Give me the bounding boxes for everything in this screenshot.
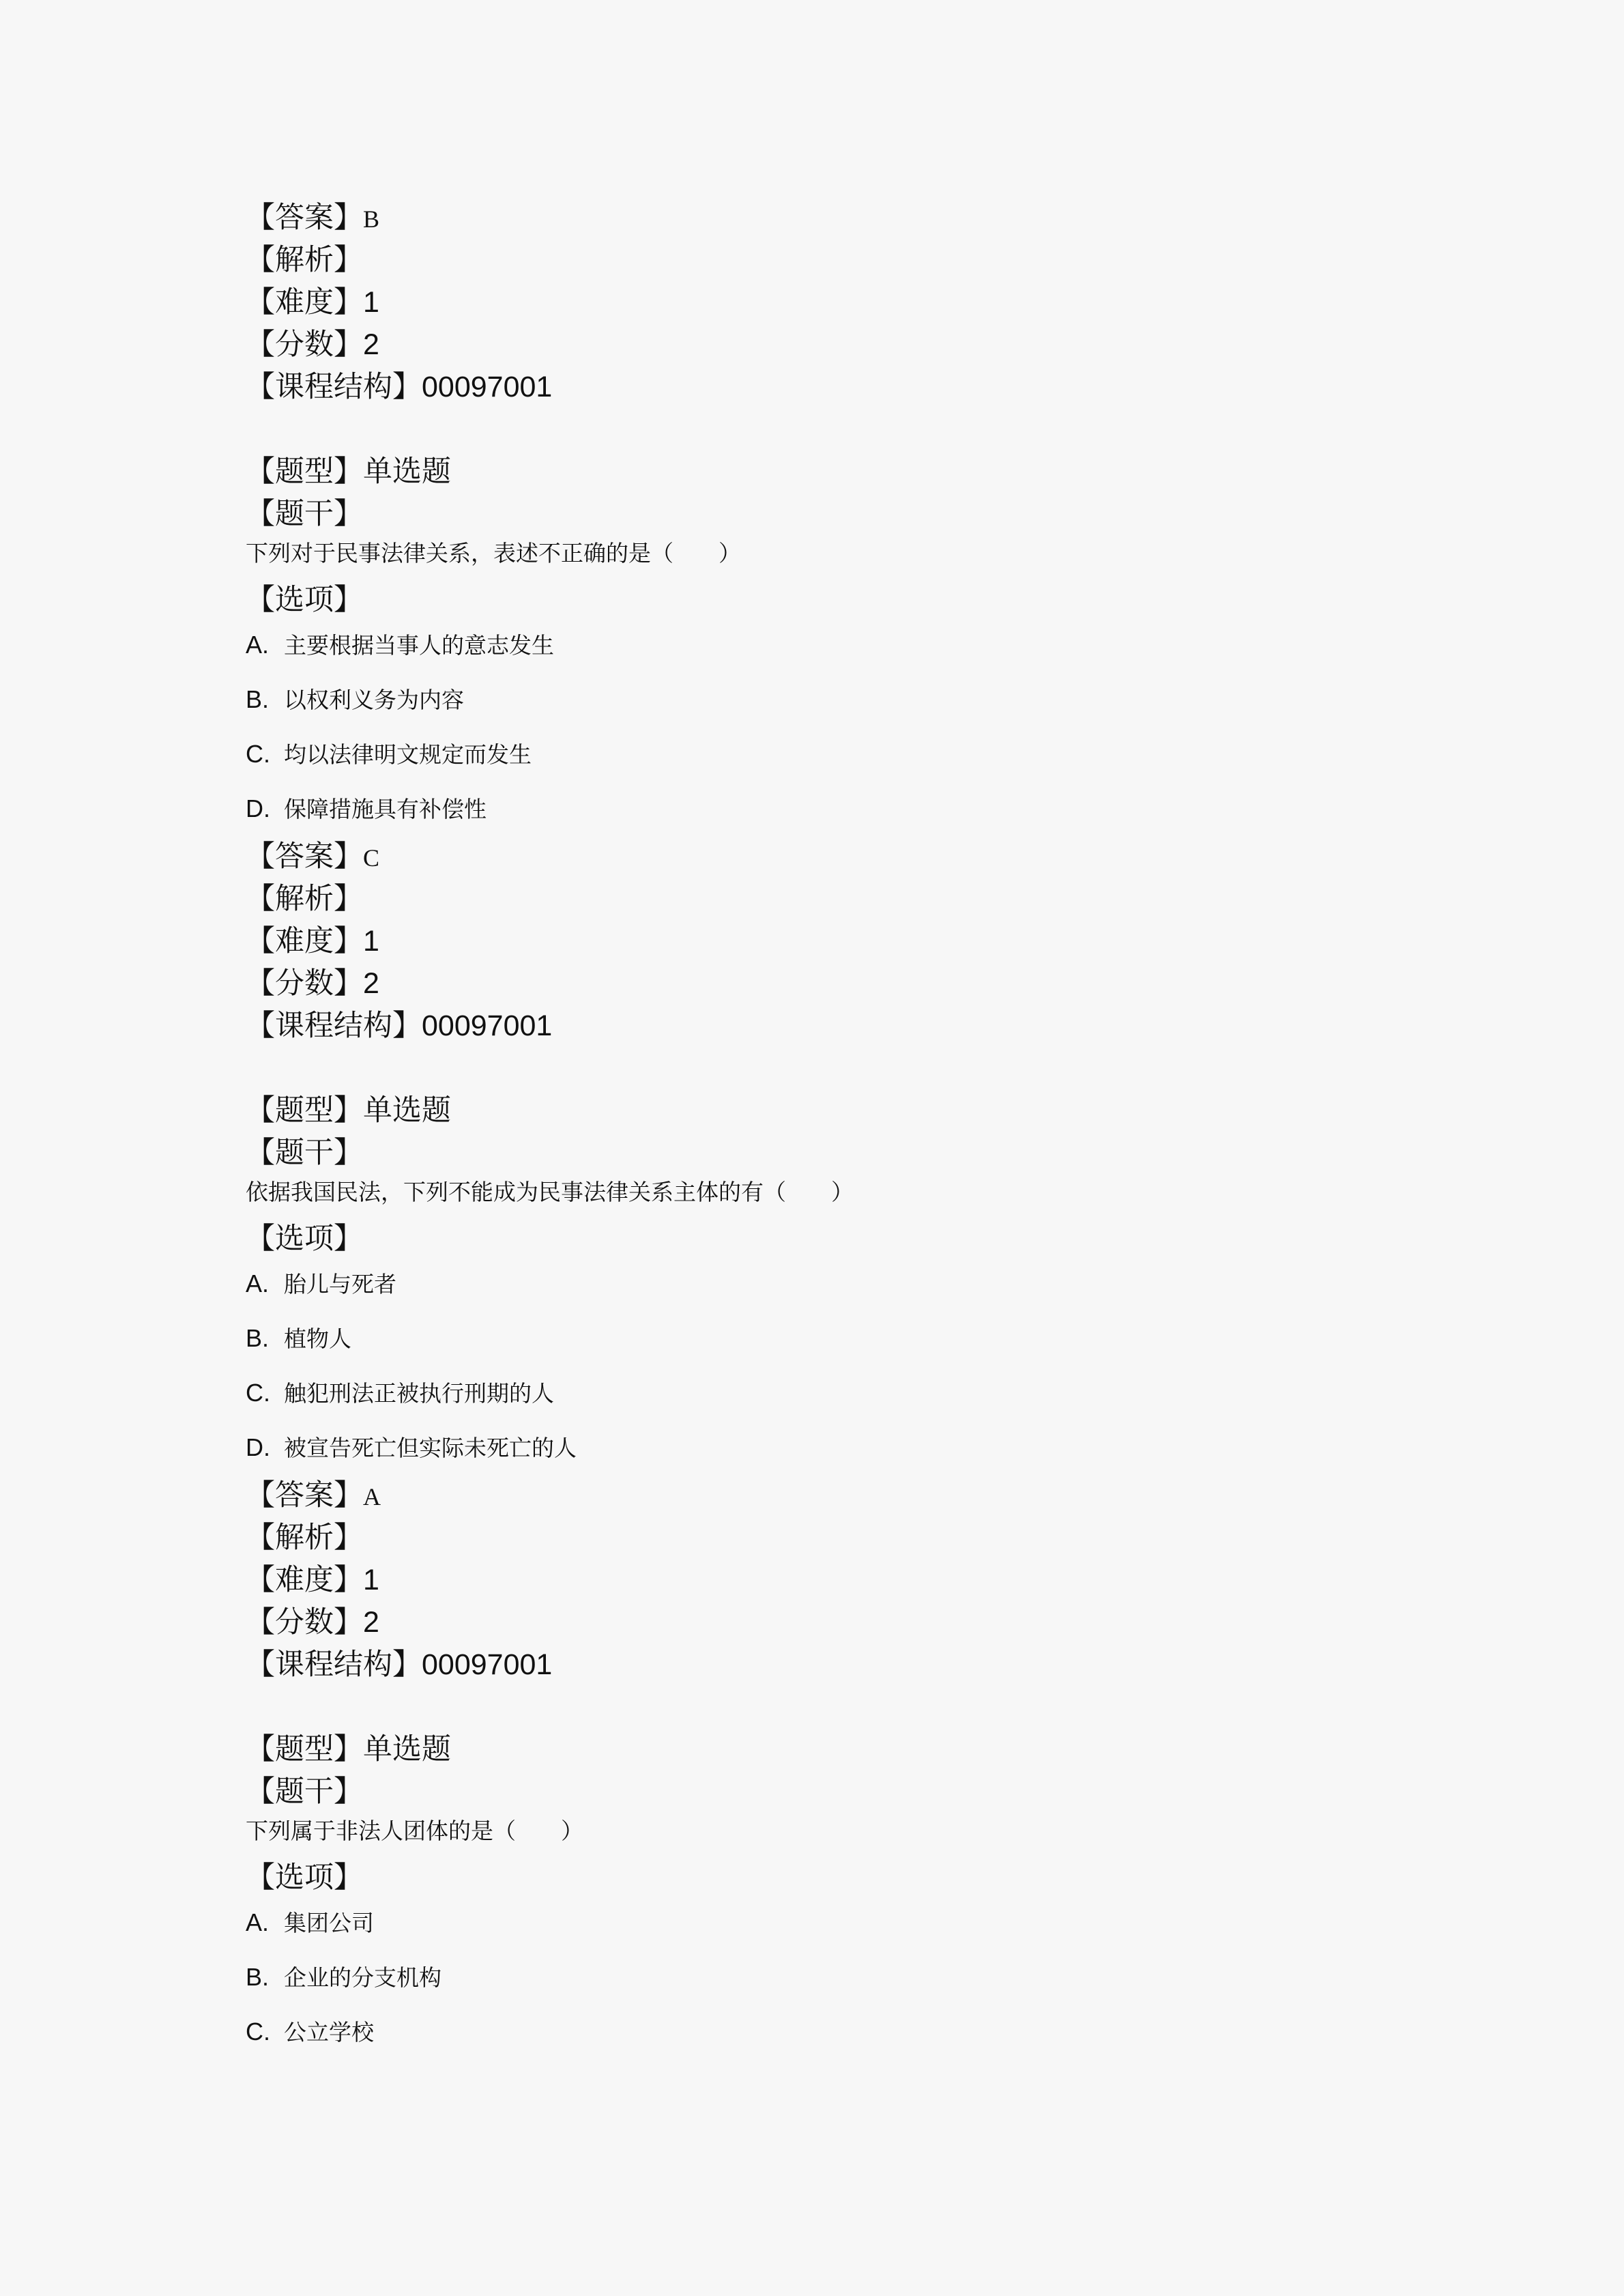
option-text: 触犯刑法正被执行刑期的人 xyxy=(284,1380,554,1407)
analysis-line xyxy=(246,239,1406,281)
option-text: 集团公司 xyxy=(284,1910,374,1936)
option-d xyxy=(246,1431,1406,1465)
type-line xyxy=(246,450,1406,493)
option-letter: C. xyxy=(246,1379,270,1407)
score-value: 2 xyxy=(363,328,379,361)
option-letter: A. xyxy=(246,1269,270,1297)
option-a xyxy=(246,628,1406,662)
analysis-label: 【解析】 xyxy=(246,1521,363,1555)
document-page xyxy=(246,197,1406,2069)
type-value: 单选题 xyxy=(363,1732,451,1766)
question-1 xyxy=(246,450,1406,1047)
option-text: 保障措施具有补偿性 xyxy=(284,796,487,822)
option-letter: C. xyxy=(246,2018,270,2046)
difficulty-value: 1 xyxy=(363,1564,379,1596)
option-c xyxy=(246,737,1406,771)
options-label: 【选项】 xyxy=(246,1861,363,1895)
type-line xyxy=(246,1728,1406,1770)
course-label: 【课程结构】 xyxy=(246,1648,422,1682)
analysis-line xyxy=(246,1517,1406,1559)
option-b xyxy=(246,1960,1406,1994)
answer-label: 【答案】 xyxy=(246,840,363,874)
answer-block-0 xyxy=(246,197,1406,408)
spacer xyxy=(246,1686,1406,1728)
difficulty-line xyxy=(246,281,1406,324)
course-line xyxy=(246,1644,1406,1686)
option-text: 主要根据当事人的意志发生 xyxy=(284,632,554,659)
score-value: 2 xyxy=(363,967,379,1000)
question-stem: 依据我国民法，下列不能成为民事法律关系主体的有（ ） xyxy=(246,1179,854,1205)
type-label: 【题型】 xyxy=(246,455,363,489)
option-a xyxy=(246,1906,1406,1940)
stem-label: 【题干】 xyxy=(246,1136,363,1170)
stem-label-line xyxy=(246,493,1406,535)
option-letter: B. xyxy=(246,1324,270,1352)
option-a xyxy=(246,1267,1406,1301)
score-label: 【分数】 xyxy=(246,1605,363,1639)
difficulty-line xyxy=(246,1559,1406,1601)
analysis-label: 【解析】 xyxy=(246,243,363,277)
difficulty-value: 1 xyxy=(363,286,379,319)
answer-label: 【答案】 xyxy=(246,1478,363,1512)
score-value: 2 xyxy=(363,1606,379,1639)
option-c xyxy=(246,1376,1406,1410)
answer-label: 【答案】 xyxy=(246,201,363,235)
type-line xyxy=(246,1089,1406,1132)
spacer xyxy=(246,1047,1406,1089)
score-label: 【分数】 xyxy=(246,966,363,1001)
option-letter: D. xyxy=(246,1433,270,1461)
option-text: 公立学校 xyxy=(284,2019,374,2046)
option-letter: D. xyxy=(246,794,270,822)
analysis-label: 【解析】 xyxy=(246,882,363,916)
question-stem: 下列属于非法人团体的是（ ） xyxy=(246,1818,583,1844)
score-line xyxy=(246,324,1406,366)
option-c xyxy=(246,2015,1406,2049)
difficulty-label: 【难度】 xyxy=(246,1563,363,1597)
option-d xyxy=(246,792,1406,826)
score-line xyxy=(246,962,1406,1005)
type-label: 【题型】 xyxy=(246,1732,363,1766)
score-line xyxy=(246,1601,1406,1644)
option-text: 以权利义务为内容 xyxy=(284,687,464,713)
option-b xyxy=(246,1321,1406,1355)
option-text: 植物人 xyxy=(284,1325,351,1352)
difficulty-line xyxy=(246,920,1406,962)
answer-value: B xyxy=(363,205,380,233)
difficulty-label: 【难度】 xyxy=(246,285,363,319)
difficulty-label: 【难度】 xyxy=(246,924,363,958)
score-label: 【分数】 xyxy=(246,328,363,362)
difficulty-value: 1 xyxy=(363,925,379,958)
answer-line xyxy=(246,835,1406,878)
answer-value: A xyxy=(363,1483,381,1510)
question-3 xyxy=(246,1728,1406,2049)
option-letter: B. xyxy=(246,685,270,713)
course-value: 00097001 xyxy=(422,1648,553,1681)
option-b xyxy=(246,683,1406,717)
course-label: 【课程结构】 xyxy=(246,370,422,404)
option-letter: A. xyxy=(246,1908,270,1936)
stem-label-line xyxy=(246,1770,1406,1813)
spacer xyxy=(246,408,1406,450)
course-line xyxy=(246,1005,1406,1047)
question-2 xyxy=(246,1089,1406,1686)
options-label: 【选项】 xyxy=(246,1222,363,1256)
type-value: 单选题 xyxy=(363,455,451,489)
answer-line xyxy=(246,197,1406,239)
stem-label-line xyxy=(246,1132,1406,1174)
course-value: 00097001 xyxy=(422,371,553,403)
options-label: 【选项】 xyxy=(246,583,363,617)
option-text: 被宣告死亡但实际未死亡的人 xyxy=(284,1435,577,1461)
answer-value: C xyxy=(363,844,380,872)
course-line xyxy=(246,366,1406,408)
type-value: 单选题 xyxy=(363,1093,451,1128)
option-text: 胎儿与死者 xyxy=(284,1271,396,1297)
option-text: 企业的分支机构 xyxy=(284,1964,441,1991)
option-letter: C. xyxy=(246,740,270,768)
stem-label: 【题干】 xyxy=(246,497,363,531)
option-letter: A. xyxy=(246,631,270,659)
option-letter: B. xyxy=(246,1963,270,1991)
course-label: 【课程结构】 xyxy=(246,1009,422,1043)
course-value: 00097001 xyxy=(422,1009,553,1042)
answer-line xyxy=(246,1474,1406,1517)
analysis-line xyxy=(246,878,1406,920)
type-label: 【题型】 xyxy=(246,1093,363,1128)
question-stem: 下列对于民事法律关系，表述不正确的是（ ） xyxy=(246,540,741,566)
stem-label: 【题干】 xyxy=(246,1775,363,1809)
option-text: 均以法律明文规定而发生 xyxy=(284,741,532,768)
